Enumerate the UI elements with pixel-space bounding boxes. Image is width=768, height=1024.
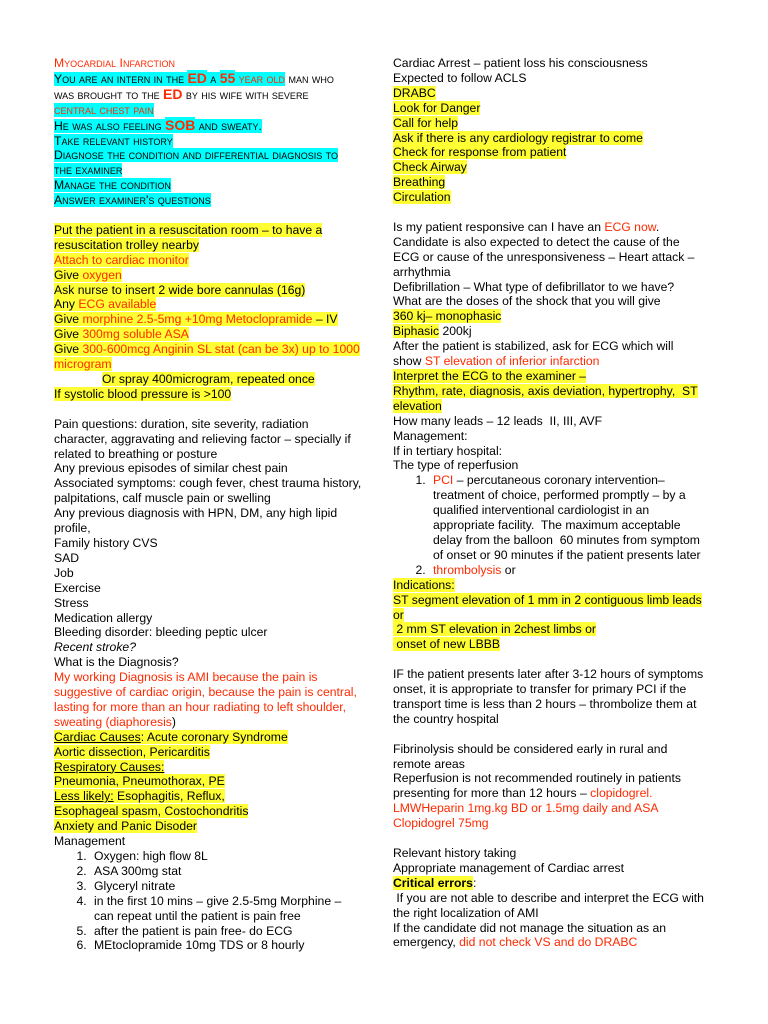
- respiratory-causes-list: Pneumonia, Pneumothorax, PE: [54, 774, 225, 789]
- indications-line: ST segment elevation of 1 mm in 2 contiguous limb leads: [393, 592, 702, 607]
- ecg-line: arrhythmia: [393, 264, 451, 279]
- ecg-line: If in tertiary hospital:: [393, 443, 503, 458]
- drabc-line: Breathing: [393, 175, 446, 190]
- list-item: 2. ASA 300mg stat: [90, 864, 376, 879]
- drabc-line: Check Airway: [393, 160, 467, 175]
- ecg-line: ECG or cause of the unresponsiveness – Heart attack –: [393, 249, 695, 264]
- history-line: Bleeding disorder: bleeding peptic ulcer: [54, 625, 268, 640]
- resus-line-1: Put the patient in a resuscitation room – to have a: [54, 222, 323, 237]
- arrest-line: Cardiac Arrest – patient loss his consciousness: [393, 56, 648, 70]
- summary-line: Appropriate management of Cardiac arrest: [393, 860, 625, 875]
- scenario-line-2: was brought to the ED by his wife with severe: [54, 85, 309, 102]
- summary-line: Relevant history taking: [393, 845, 517, 860]
- list-item: 6. MEtoclopramide 10mg TDS or 8 hourly: [90, 938, 376, 953]
- indications-section: [393, 578, 718, 653]
- summary-line: If the candidate did not manage the situation as an: [393, 920, 667, 935]
- task-history: Take relevant history: [54, 133, 173, 148]
- shock-dose: 360 kj– monophasic: [393, 309, 502, 324]
- drabc-line: Ask if there is any cardiology registrar to come: [393, 130, 643, 145]
- late-line: transport time is less than 2 hours – thrombolize them at: [393, 696, 697, 711]
- indications-line: 2 mm ST elevation in 2chest limbs or: [393, 622, 596, 637]
- resus-line-7: Give morphine 2.5-5mg +10mg Metoclopramide – IV: [54, 312, 338, 327]
- ecg-line: After the patient is stabilized, ask for ECG which will: [393, 339, 674, 354]
- late-line: IF the patient presents later after 3-12 hours of symptoms: [393, 667, 704, 682]
- cardiac-causes-cont: Aortic dissection, Pericarditis: [54, 744, 210, 759]
- history-line: SAD: [54, 550, 80, 565]
- history-line: Any previous diagnosis with HPN, DM, any high lipid: [54, 506, 338, 521]
- summary-line: the right localization of AMI: [393, 905, 539, 920]
- fibrinolysis-line: LMWHeparin 1mg.kg BD or 1.5mg daily and ASA: [393, 801, 659, 816]
- history-line: character, aggravating and relieving factor – specially if: [54, 431, 351, 446]
- summary-line: emergency, did not check VS and do DRABC: [393, 935, 638, 950]
- late-line: onset, it is appropriate to transfer for primary PCI if the: [393, 682, 687, 697]
- late-line: the country hospital: [393, 711, 499, 726]
- resuscitation-section: [54, 223, 376, 402]
- less-likely-cont: Esophageal spasm, Costochondritis: [54, 804, 249, 819]
- fibrinolysis-line: remote areas: [393, 756, 465, 771]
- cardiac-causes: Cardiac Causes: Acute coronary Syndrome: [54, 729, 288, 744]
- list-item: 4. in the first 10 mins – give 2.5-5mg Morphine – can repeat until the patient is pain free: [90, 894, 376, 924]
- history-section: [54, 417, 376, 670]
- interpret-line: elevation: [393, 398, 442, 413]
- diagnosis-section: [54, 670, 376, 849]
- ecg-line: The type of reperfusion: [393, 458, 519, 473]
- history-line: Exercise: [54, 580, 101, 595]
- working-diagnosis-line: lasting for more than an hour radiating to left shoulder,: [54, 699, 346, 714]
- list-item: 2. thrombolysis or: [429, 563, 718, 578]
- ecg-line: Defibrillation – What type of defibrillator to we have?: [393, 279, 675, 294]
- list-item: 3. Glyceryl nitrate: [90, 879, 376, 894]
- history-line: Recent stroke?: [54, 640, 136, 655]
- drabc-line: Check for response from patient: [393, 145, 567, 160]
- indications-line: Indications:: [393, 577, 455, 592]
- left-column: [54, 56, 376, 953]
- drabc-line: Look for Danger: [393, 100, 481, 115]
- summary-section: [393, 846, 718, 950]
- resus-line-10: microgram: [54, 357, 112, 372]
- management-list: [54, 849, 376, 953]
- task-diagnose: Diagnose the condition and differential diagnosis to: [54, 148, 338, 163]
- history-line: profile,: [54, 521, 91, 536]
- drabc-line: Call for help: [393, 115, 459, 130]
- case-title: Myocardial Infarction: [54, 56, 175, 70]
- interpret-line: Rhythm, rate, diagnosis, axis deviation, hypertrophy, ST: [393, 383, 698, 398]
- list-item: 5. after the patient is pain free- do ECG: [90, 924, 376, 939]
- summary-line: If you are not able to describe and interpret the ECG with: [393, 890, 704, 905]
- case-header: [54, 56, 376, 208]
- drabc-line: DRABC: [393, 85, 436, 100]
- history-line: Associated symptoms: cough fever, chest trauma history,: [54, 476, 362, 491]
- resus-line-6: Any ECG available: [54, 297, 157, 312]
- working-diagnosis-line: suggestive of cardiac origin, because the pain is central,: [54, 685, 357, 700]
- fibrinolysis-line: presenting for more than 12 hours – clopidogrel.: [393, 786, 653, 801]
- scenario-line-1: You are an intern in the ED a 55 year old man who: [54, 69, 334, 86]
- diagnosis-question: What is the Diagnosis?: [54, 655, 179, 670]
- history-line: Medication allergy: [54, 610, 153, 625]
- fibrinolysis-line: Clopidogrel 75mg: [393, 816, 489, 831]
- interpret-line: Interpret the ECG to the examiner –: [393, 369, 587, 384]
- list-item: 1. PCI – percutaneous coronary intervention– treatment of choice, performed promptly – by a qualified interventional cardiologist in an appropriate facility. The maximum acceptable delay from the balloon 60 minutes from symptom of onset or 90 minutes if the patient presents later: [429, 473, 718, 562]
- history-line: related to breathing or posture: [54, 446, 218, 461]
- ecg-line: Candidate is also expected to detect the cause of the: [393, 234, 680, 249]
- reperfusion-list: [393, 473, 718, 577]
- task-manage: Manage the condition: [54, 178, 171, 193]
- indications-line: or: [393, 607, 404, 622]
- history-line: Job: [54, 565, 74, 580]
- history-line: palpitations, calf muscle pain or swelling: [54, 491, 271, 506]
- ecg-line: How many leads – 12 leads II, III, AVF: [393, 413, 603, 428]
- management-heading: Management: [54, 834, 126, 849]
- ecg-line: What are the doses of the shock that you will give: [393, 294, 661, 309]
- fibrinolysis-line: Reperfusion is not recommended routinely in patients: [393, 771, 681, 786]
- shock-dose: Biphasic 200kj: [393, 324, 472, 339]
- resus-line-4: Give oxygen: [54, 267, 122, 282]
- critical-errors-heading: Critical errors:: [393, 875, 477, 890]
- ecg-line: Management:: [393, 428, 468, 443]
- scenario-line-3: central chest pain: [54, 102, 154, 117]
- history-line: Any previous episodes of similar chest pain: [54, 461, 288, 476]
- late-presentation-section: [393, 667, 718, 727]
- resus-line-5: Ask nurse to insert 2 wide bore cannulas (16g): [54, 282, 306, 297]
- history-line: Family history CVS: [54, 535, 158, 550]
- history-line: Pain questions: duration, site severity, radiation: [54, 416, 309, 431]
- history-line: Stress: [54, 595, 89, 610]
- fibrinolysis-line: Fibrinolysis should be considered early in rural and: [393, 741, 668, 756]
- indications-line: onset of new LBBB: [393, 637, 501, 652]
- resus-line-3: Attach to cardiac monitor: [54, 252, 189, 267]
- task-questions: Answer examiner's questions: [54, 193, 211, 208]
- working-diagnosis-line: sweating (diaphoresis): [54, 714, 176, 729]
- fibrinolysis-section: [393, 742, 718, 831]
- resus-line-2: resuscitation trolley nearby: [54, 237, 199, 252]
- resus-line-8: Give 300mg soluble ASA: [54, 327, 189, 342]
- arrest-line: Expected to follow ACLS: [393, 70, 527, 85]
- resus-line-12: If systolic blood pressure is >100: [54, 386, 232, 401]
- ecg-section: [393, 220, 718, 473]
- resus-line-11: Or spray 400microgram, repeated once: [102, 372, 315, 387]
- less-likely-cont: Anxiety and Panic Disoder: [54, 819, 197, 834]
- respiratory-causes: Respiratory Causes:: [54, 759, 165, 774]
- right-column: [393, 56, 718, 950]
- ecg-line: Is my patient responsive can I have an ECG now.: [393, 219, 660, 234]
- working-diagnosis-line: My working Diagnosis is AMI because the pain is: [54, 670, 318, 685]
- list-item: 1. Oxygen: high flow 8L: [90, 849, 376, 864]
- cardiac-arrest-section: [393, 56, 718, 205]
- scenario-line-4: He was also feeling SOB and sweaty.: [54, 116, 262, 133]
- drabc-line: Circulation: [393, 190, 451, 205]
- resus-line-9: Give 300-600mcg Anginin SL stat (can be 3x) up to 1000: [54, 342, 360, 357]
- ecg-line: show ST elevation of inferior infarction: [393, 354, 600, 369]
- task-diagnose-cont: the examiner: [54, 163, 123, 178]
- less-likely-causes: Less likely: Esophagitis, Reflux,: [54, 789, 225, 804]
